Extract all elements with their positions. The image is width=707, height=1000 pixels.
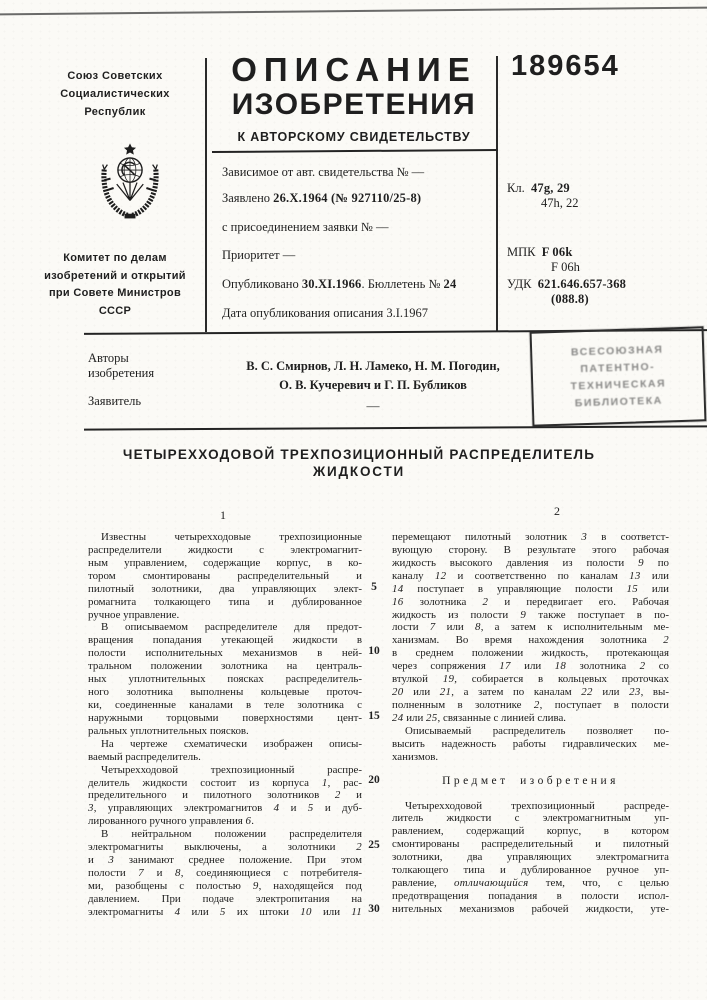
- gutter-line-number: 20: [368, 774, 380, 786]
- stamp-text-line: ВСЕСОЮЗНАЯ: [570, 343, 664, 358]
- horizontal-rule: [212, 149, 498, 153]
- bibliographic-block: [222, 163, 498, 328]
- class-udk-label: УДК: [507, 277, 532, 291]
- document-subtitle: К АВТОРСКОМУ СВИДЕТЕЛЬСТВУ: [237, 130, 471, 144]
- union-line: Союз Советских: [67, 70, 163, 82]
- horizontal-rule: [84, 425, 707, 430]
- text-line: тральном положении золотника на централь-: [88, 660, 362, 673]
- text-line: высить надежность работы гидравлических ме-: [392, 737, 669, 750]
- document-type-title: ОПИСАНИЕ: [231, 51, 477, 88]
- text-line: распределители жидкости с электромагнит-: [88, 543, 362, 556]
- text-line: полости 7 и 8, соединяющиеся с потребителя-: [88, 866, 362, 879]
- class-udk-line: [507, 277, 626, 292]
- committee-line: изобретений и открытий: [44, 269, 186, 282]
- authors-names: [218, 357, 528, 395]
- text-line: ным управлением, содержащие корпус, в ко-: [88, 556, 362, 569]
- gutter-line-number: 5: [371, 581, 377, 593]
- class-mpk-value: F 06k: [541, 245, 573, 259]
- text-line: Известны четырехходовые трехпозиционные: [101, 531, 362, 543]
- class-udk-value: (088.8): [551, 292, 589, 306]
- patent-number: 189654: [511, 50, 620, 82]
- text-line: ного золотника выполнены кольцевые проточ-: [88, 686, 362, 699]
- text-line: перемещают пилотный золотник 3 в соответст-: [392, 531, 669, 543]
- biblio-line: Зависимое от авт. свидетельства № —: [222, 165, 425, 179]
- author-names-line: В. С. Смирнов, Л. Н. Ламеко, Н. М. Погодин,: [246, 359, 500, 373]
- text-line: ральных уплотнительных поясков.: [88, 724, 249, 737]
- class-mpk-value: F 06h: [551, 260, 580, 274]
- applicant-value: —: [366, 398, 380, 413]
- text-line: полости исполнительных механизмов в ней-: [88, 647, 362, 660]
- text-line: 14 поступает в управляющие полости 15 или: [392, 582, 669, 595]
- text-line: полненным в золотнике 2, поступает в полости: [392, 698, 670, 711]
- text-line: наружными торцовыми поверхностями цент-: [88, 711, 362, 724]
- text-line: жидкость высокого давления из полости 9 по: [392, 556, 669, 569]
- class-mpk-label: МПК: [507, 245, 536, 259]
- text-line: В описываемом распределителе для предот-: [101, 621, 362, 634]
- text-line: в среднем положении жидкость, протекающая: [392, 647, 669, 660]
- claims-heading: Предмет изобретения: [442, 774, 619, 787]
- class-kl-line: [541, 196, 579, 211]
- text-line: лированного ручного управления 6.: [88, 815, 255, 828]
- stamp-text-line: ПАТЕНТНО-: [580, 360, 656, 375]
- gutter-line-number: 10: [368, 645, 380, 657]
- vertical-divider: [205, 58, 207, 332]
- text-line: Описываемый распределитель позволяет по-: [405, 724, 669, 737]
- biblio-line: Приоритет —: [222, 248, 296, 262]
- text-line: втулкой 19, собирается в кольцевых проточках: [392, 673, 669, 686]
- stamp-text-line: БИБЛИОТЕКА: [574, 394, 663, 409]
- text-line: электромагниты 4 или 5 их штоки 10 или 11: [88, 905, 362, 918]
- text-line: ханизмов.: [392, 750, 439, 763]
- text-line: 3, управляющих электромагнитов 4 и 5 и дуб-: [88, 802, 362, 815]
- biblio-line: с присоединением заявки № —: [222, 220, 389, 234]
- column-number: 1: [220, 508, 226, 522]
- union-name-block: [28, 67, 202, 121]
- authors-label: [88, 351, 154, 381]
- stamp-text-line: ТЕХНИЧЕСКАЯ: [570, 376, 667, 392]
- text-line: нительных механизмов рабочей жидкости, уте-: [392, 902, 669, 915]
- authors-label-line: Авторы: [88, 351, 129, 365]
- text-line: лости 7 или 8, а затем к исполнительным ме-: [392, 621, 669, 634]
- text-line: ваемый распределитель.: [88, 750, 201, 763]
- authors-label-line: изобретения: [88, 366, 155, 380]
- class-kl-line: [507, 181, 570, 196]
- text-line: смонтированы распределительный и пилотный: [392, 838, 669, 851]
- text-line: пределительного и пилотного золотников 2 и: [88, 789, 362, 802]
- text-line: ручное управление.: [88, 608, 180, 621]
- text-line: толкающего типа и дублированное ручное уп-: [392, 864, 669, 877]
- text-line: вующую сторону. В результате этого рабочая: [392, 543, 669, 556]
- text-line: давлением. При подаче электропитания на: [88, 892, 362, 905]
- class-kl-label: Кл.: [507, 181, 525, 195]
- class-kl-value: 47g, 29: [530, 181, 570, 195]
- applicant-label: Заявитель: [88, 394, 142, 408]
- scan-artifact-line: [0, 7, 707, 16]
- union-line: Социалистических: [60, 88, 170, 100]
- text-line: через сопряжения 17 или 18 золотника 2 со: [392, 660, 669, 673]
- text-line: делитель жидкости состоит из корпуса 1, рас-: [88, 776, 362, 789]
- text-line: Четырехходовой трехпозиционный распре-: [101, 763, 362, 776]
- text-line: каналу 12 и соответственно по каналам 13 или: [392, 569, 669, 582]
- text-line: На чертеже схематически изображен описы-: [101, 737, 362, 750]
- gutter-line-number: 15: [368, 710, 380, 722]
- text-line: ми, разобщены с полостью 9, находящейся под: [88, 879, 363, 892]
- committee-line: СССР: [98, 304, 132, 317]
- invention-title: ЖИДКОСТИ: [312, 464, 406, 479]
- text-line: В нейтральном положении распределителя: [101, 828, 362, 841]
- document-type-title: ИЗОБРЕТЕНИЯ: [231, 88, 477, 121]
- library-stamp: [530, 326, 707, 426]
- text-line: ханизмам. Во время нахождения золотника 2: [392, 634, 669, 647]
- text-line: тором смонтированы распределительный и: [88, 569, 362, 582]
- text-line: вращения попадания утекающей жидкости в: [88, 634, 362, 647]
- text-line: электромагниты выключены, а золотники 2: [88, 841, 362, 854]
- class-udk-line: [551, 292, 589, 307]
- text-line: жидкость из полости 9 также поступает в по-: [392, 608, 669, 621]
- column-number: 2: [554, 504, 560, 518]
- text-line: пилотный золотники, два управляющих элект-: [88, 582, 362, 595]
- text-line: 24 или 25, связанные с линией слива.: [392, 711, 567, 724]
- committee-line: при Совете Министров: [48, 287, 182, 299]
- class-mpk-line: [551, 260, 580, 275]
- text-line: 16 золотника 2 и передвигает его. Рабочая: [392, 595, 669, 608]
- body-column-left: [88, 531, 362, 919]
- text-line: ромагнита толкающего типа и дублированное: [88, 595, 362, 608]
- text-line: ки, соединенные каналами в теле золотника с: [88, 698, 362, 711]
- author-names-line: О. В. Кучеревич и Г. П. Бубликов: [279, 378, 467, 392]
- text-line: предотвращения попадания в полости испол-: [392, 889, 669, 902]
- body-column-right: [392, 531, 669, 916]
- biblio-line: Опубликовано 30.XI.1966. Бюллетень № 24: [222, 277, 457, 291]
- invention-title: ЧЕТЫРЕХХОДОВОЙ ТРЕХПОЗИЦИОННЫЙ РАСПРЕДЕЛИТЕЛЬ: [122, 447, 596, 462]
- text-line: литель жидкости с электромагнитным уп-: [392, 812, 669, 825]
- text-line: равление, отличающийся тем, что, с целью: [392, 877, 669, 890]
- class-mpk-line: [507, 245, 572, 260]
- gutter-line-number: 30: [368, 903, 380, 915]
- gutter-line-number: 25: [368, 839, 380, 851]
- biblio-line: Заявлено 26.X.1964 (№ 927110/25-8): [222, 191, 422, 205]
- union-line: Республик: [84, 106, 146, 118]
- text-line: ных уплотнительных поясках распределитель-: [88, 673, 362, 686]
- text-line: золотники, два управляющих электромагнита: [392, 851, 669, 864]
- committee-line: Комитет по делам: [63, 252, 167, 264]
- text-line: и 3 занимают среднее положение. При этом: [88, 854, 362, 867]
- committee-block: [24, 250, 206, 320]
- ussr-coat-of-arms-icon: [91, 141, 169, 240]
- text-line: Четырехходовой трехпозиционный распреде-: [405, 799, 669, 812]
- class-kl-value: 47h, 22: [541, 196, 579, 210]
- text-line: равлением, содержащий корпус, в котором: [392, 825, 669, 838]
- class-udk-value: 621.646.657-368: [537, 277, 627, 291]
- biblio-line: Дата опубликования описания 3.I.1967: [222, 306, 429, 320]
- text-line: 20 или 21, а затем по каналам 22 или 23, вы-: [392, 686, 669, 699]
